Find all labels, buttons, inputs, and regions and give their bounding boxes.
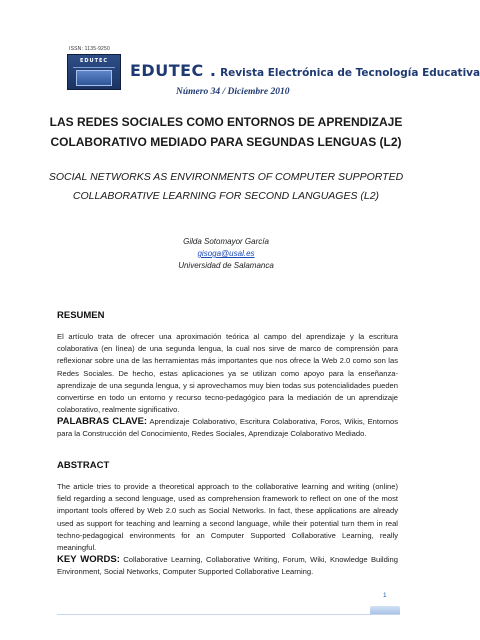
page-number: 1 <box>383 592 387 599</box>
article-title-spanish: LAS REDES SOCIALES COMO ENTORNOS DE APRENDIZAJE COLABORATIVO MEDIADO PARA SEGUNDAS LENGUAS (L2) <box>49 115 403 149</box>
issn-label: ISSN: 1135-9250 <box>69 46 110 52</box>
palabras-clave-list: Aprendizaje Colaborativo, Escritura Colaborativa, Foros, Wikis, Entornos para la Construcción del Conocimiento, Redes Sociales, Aprendizaje Colaborativo Mediado. <box>57 417 399 439</box>
resumen-text: El artículo trata de ofrecer una aproximación teórica al campo del aprendizaje y la escritura colaborativa (en línea) de una segunda lengua, la cual nos sirve de marco de comprensión para reflexionar sobre una de las herramientas más importantes que nos ofrece la Web 2.0 como son las Redes Sociales. De hecho, estas aplicaciones ya se utilizan como apoyo para la enseñanza-aprendizaje de una segunda lengua, y si aprovechamos muy bien todas sus potencialidades pueden convertirse en todo un entorno y recurso tecno-pedagógico para la mediación de un aprendizaje colaborativo, realmente significativo. <box>57 332 398 415</box>
article-title-english: SOCIAL NETWORKS AS ENVIRONMENTS OF COMPUTER SUPPORTED COLLABORATIVE LEARNING FOR SECOND LANGUAGES (L2) <box>48 171 404 202</box>
monitor-icon <box>76 70 112 86</box>
author-block <box>40 236 412 272</box>
logo-text: EDUTEC <box>79 58 109 64</box>
resumen-heading: RESUMEN <box>57 310 105 321</box>
key-words-list: Collaborative Learning, Collaborative Writing, Forum, Wiki, Knowledge Building Environment, Social Networks, Computer Supported Collaborative Learning. <box>57 555 398 577</box>
journal-name-subtitle: Revista Electrónica de Tecnología Educativa <box>216 67 480 79</box>
journal-title <box>130 61 480 80</box>
palabras-clave <box>57 416 398 440</box>
author-email-link[interactable]: gisoga@usal.es <box>197 249 255 258</box>
abstract-text: The article tries to provide a theoretical approach to the collaborative learning and writing (online) field regarding a second lenguage, used as comprehension framework to reflect on one of the most important tools offered by Web 2.0 such as Social Networks. In fact, these applications are already used as support for teaching and learning a second language, while their potential turn them in real techno-pedagogical environments for an Computer Supported Collaborative Learning, really meaningful. <box>57 482 398 553</box>
footer-tab <box>370 606 400 614</box>
abstract-heading: ABSTRACT <box>57 460 110 471</box>
author-affiliation: Universidad de Salamanca <box>178 261 274 270</box>
palabras-clave-label: PALABRAS CLAVE: <box>57 416 148 427</box>
logo-divider <box>73 67 115 68</box>
issue-label: Número 34 / Diciembre 2010 <box>176 87 290 97</box>
author-name: Gilda Sotomayor García <box>183 237 269 246</box>
key-words <box>57 554 398 578</box>
journal-logo <box>67 54 121 90</box>
footer-rule <box>57 614 400 615</box>
key-words-label: KEY WORDS: <box>57 554 120 565</box>
journal-name-main: EDUTEC . <box>130 61 217 80</box>
